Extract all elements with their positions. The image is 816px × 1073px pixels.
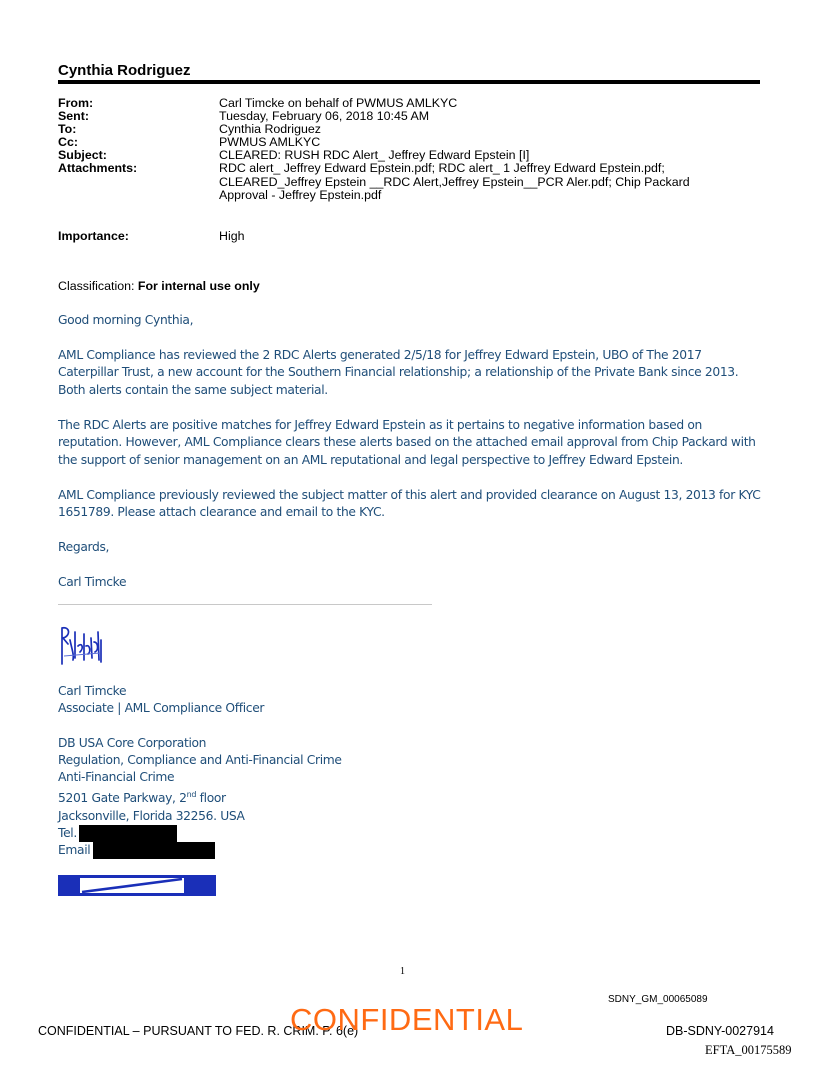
classification-value: For internal use only: [137, 279, 260, 293]
to-row: [58, 123, 739, 136]
efta-number: EFTA_00175589: [705, 1043, 792, 1057]
address-floor: floor: [196, 791, 226, 806]
body-line: reputation. However, AML Compliance clears these alerts based on the attached email approval from Chip Packard with: [58, 435, 756, 450]
closing: Regards,: [58, 540, 110, 554]
bates-number-bottom: DB-SDNY-0027914: [666, 1024, 774, 1038]
from-value: Carl Timcke on behalf of PWMUS AMLKYC: [219, 96, 458, 110]
division-logo-image: [58, 620, 104, 668]
body-line: AML Compliance has reviewed the 2 RDC Alerts generated 2/5/18 for Jeffrey Edward Epstein, UBO of The 2017: [58, 348, 702, 362]
signature-subdepartment: Anti-Financial Crime: [58, 770, 175, 785]
body-line: Caterpillar Trust, a new account for the Southern Financial relationship; a relationship of the Private Bank since 2013.: [58, 365, 739, 380]
sent-label: Sent:: [58, 109, 89, 124]
subject-value: CLEARED: RUSH RDC Alert_ Jeffrey Edward Epstein [I]: [219, 148, 530, 163]
redaction-box: [79, 825, 177, 842]
address-ordinal: nd: [186, 790, 197, 800]
attachments-value: [219, 162, 739, 201]
redaction-box: [93, 842, 215, 859]
address-street: 5201 Gate Parkway, 2: [58, 791, 187, 806]
greeting: Good morning Cynthia,: [58, 313, 194, 327]
from-label: From:: [58, 96, 94, 110]
attachment-line[interactable]: RDC alert_ Jeffrey Edward Epstein.pdf; RDC alert_ 1 Jeffrey Edward Epstein.pdf;: [219, 161, 665, 176]
attachment-line[interactable]: Approval - Jeffrey Epstein.pdf: [219, 187, 382, 202]
body-paragraph-3: [58, 487, 778, 522]
importance-row: [58, 229, 244, 243]
body-line: the support of senior management on an AML reputational and legal perspective to Jeffrey Edward Epstein.: [58, 452, 683, 467]
mailbox-owner-name: Cynthia Rodriguez: [58, 62, 191, 79]
bates-number-top: SDNY_GM_00065089: [608, 994, 708, 1005]
signature-name: Carl Timcke: [58, 684, 127, 698]
page-number: 1: [400, 966, 405, 977]
attachment-line[interactable]: CLEARED_Jeffrey Epstein __RDC Alert,Jeffrey Epstein__PCR Aler.pdf; Chip Packard: [219, 174, 690, 189]
confidential-stamp: CONFIDENTIAL: [290, 1002, 524, 1037]
confidential-notice: CONFIDENTIAL – PURSUANT TO FED. R. CRIM. P. 6(e): [38, 1024, 359, 1038]
sender-name: Carl Timcke: [58, 575, 127, 589]
email-header: [58, 97, 739, 202]
attachments-row: [58, 162, 739, 201]
tel-label: Tel.: [58, 826, 77, 841]
to-value: Cynthia Rodriguez: [219, 122, 321, 137]
to-label: To:: [58, 122, 77, 137]
sent-value: Tuesday, February 06, 2018 10:45 AM: [219, 109, 430, 124]
header-rule: [58, 80, 760, 84]
importance-value: High: [219, 229, 245, 243]
email-label: Email: [58, 843, 91, 858]
body-paragraph-2: [58, 417, 778, 469]
body-line: AML Compliance previously reviewed the subject matter of this alert and provided clearance on August 13, 2013 for KYC: [58, 488, 761, 502]
attachments-label: Attachments:: [58, 161, 138, 176]
bank-logo-image: [58, 875, 216, 896]
classification-line: [58, 279, 260, 293]
signature-company: DB USA Core Corporation: [58, 735, 207, 750]
signature-address-line2: Jacksonville, Florida 32256. USA: [58, 808, 245, 823]
signature-divider: [58, 604, 432, 605]
subject-label: Subject:: [58, 148, 107, 163]
body-line: The RDC Alerts are positive matches for Jeffrey Edward Epstein as it pertains to negative information based on: [58, 418, 702, 432]
signature-block: [58, 683, 342, 860]
body-line: 1651789. Please attach clearance and email to the KYC.: [58, 505, 385, 520]
body-paragraph-1: [58, 347, 778, 399]
cc-value: PWMUS AMLKYC: [219, 135, 321, 150]
signature-tel: [58, 825, 342, 842]
signature-email: [58, 842, 342, 859]
signature-department: Regulation, Compliance and Anti-Financial Crime: [58, 752, 342, 767]
signature-title: Associate | AML Compliance Officer: [58, 701, 265, 716]
signature-address-line1: [58, 786, 342, 807]
importance-label: Importance:: [58, 229, 129, 243]
body-line: Both alerts contain the same subject material.: [58, 382, 328, 397]
sent-row: [58, 110, 739, 123]
cc-label: Cc:: [58, 135, 78, 150]
classification-label: Classification:: [58, 279, 138, 293]
